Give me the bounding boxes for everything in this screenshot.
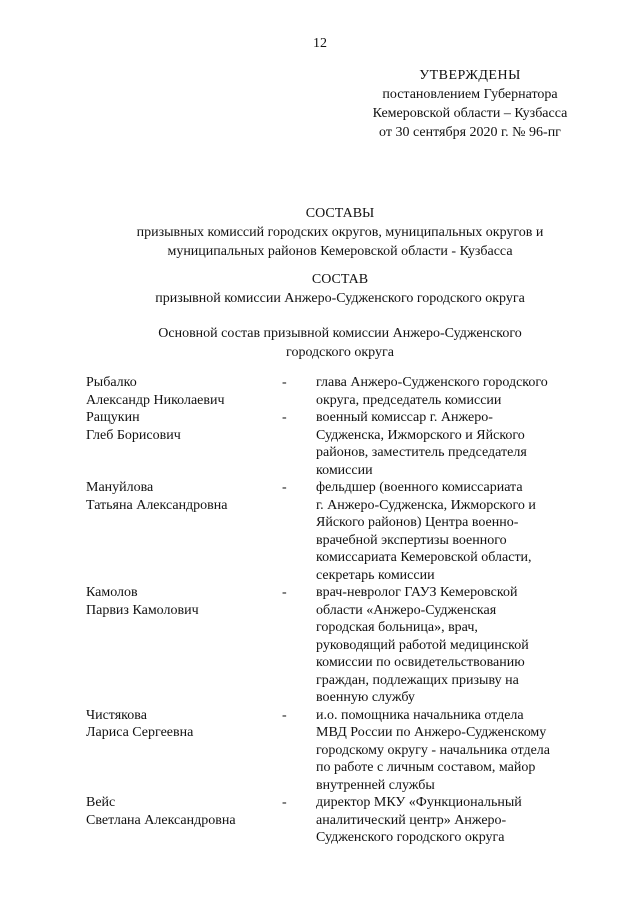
member-name xyxy=(86,479,282,584)
member-dash: - xyxy=(282,585,287,600)
member-name xyxy=(86,794,282,847)
member-name-line: Ращукин xyxy=(86,410,140,425)
member-name-line: Камолов xyxy=(86,585,138,600)
member-position xyxy=(316,584,586,707)
member-position-line: городская больница», врач, xyxy=(316,620,478,635)
member-name-line: Глеб Борисович xyxy=(86,427,181,443)
member-name xyxy=(86,707,282,795)
main-composition-block xyxy=(0,324,640,362)
approval-heading: УТВЕРЖДЕНЫ xyxy=(419,68,521,83)
member-position-line: военный комиссар г. Анжеро- xyxy=(316,410,493,425)
member-position xyxy=(316,794,586,847)
compositions-line: муниципальных районов Кемеровской области - Кузбасса xyxy=(167,244,513,259)
member-position xyxy=(316,409,586,479)
members-list xyxy=(86,374,606,847)
member-position-line: врач-невролог ГАУЗ Кемеровской xyxy=(316,585,518,600)
member-position xyxy=(316,374,586,409)
member-name-line: Чистякова xyxy=(86,707,147,723)
member-position-line: аналитический центр» Анжеро- xyxy=(316,812,507,828)
main-composition-line: Основной состав призывной комиссии Анжеро-Судженского xyxy=(158,326,522,341)
member-name-line: Рыбалко xyxy=(86,375,137,390)
member-name xyxy=(86,584,282,707)
main-composition-line: городского округа xyxy=(286,345,394,360)
approval-line: Кемеровской области – Кузбасса xyxy=(372,106,568,121)
member-dash: - xyxy=(282,410,287,425)
member-row xyxy=(86,374,606,409)
member-row xyxy=(86,409,606,479)
member-name-line: Татьяна Александровна xyxy=(86,497,228,513)
member-position-line: комиссии по освидетельствованию xyxy=(316,655,525,670)
composition-title: СОСТАВ xyxy=(311,272,369,287)
member-dash: - xyxy=(282,707,287,723)
member-dash: - xyxy=(282,795,287,810)
member-position-line: городскому округу - начальника отдела xyxy=(316,742,551,758)
member-position-line: военную службу xyxy=(316,690,415,705)
member-position-line: руководящий работой медицинской xyxy=(316,637,529,653)
member-position-line: врачебной экспертизы военного xyxy=(316,532,507,548)
member-row xyxy=(86,707,606,795)
member-name-line: Вейс xyxy=(86,795,116,810)
member-dash: - xyxy=(282,375,287,390)
member-position-line: внутренней службы xyxy=(316,777,435,793)
member-name xyxy=(86,409,282,479)
member-position-line: области «Анжеро-Судженская xyxy=(316,602,497,618)
member-name-line: Мануйлова xyxy=(86,480,154,495)
member-name-line: Светлана Александровна xyxy=(86,812,236,828)
member-position-line: фельдшер (военного комиссариата xyxy=(316,480,523,495)
compositions-line: призывных комиссий городских округов, муниципальных округов и xyxy=(136,225,544,240)
member-position-line: граждан, подлежащих призыву на xyxy=(316,672,519,688)
member-row xyxy=(86,584,606,707)
compositions-block xyxy=(0,204,640,261)
member-position-line: и.о. помощника начальника отдела xyxy=(316,707,524,723)
approval-line: от 30 сентября 2020 г. № 96-пг xyxy=(379,125,561,140)
member-row xyxy=(86,794,606,847)
member-position-line: Судженского городского округа xyxy=(316,830,505,845)
member-position-line: Яйского районов) Центра военно- xyxy=(316,515,519,530)
member-dash: - xyxy=(282,480,287,495)
composition-block xyxy=(0,270,640,308)
member-name-line: Александр Николаевич xyxy=(86,392,225,408)
member-name-line: Лариса Сергеевна xyxy=(86,725,194,740)
member-name-line: Парвиз Камолович xyxy=(86,602,199,618)
member-position xyxy=(316,707,586,795)
member-position-line: Судженска, Ижморского и Яйского xyxy=(316,427,525,443)
composition-line: призывной комиссии Анжеро-Судженского городского округа xyxy=(155,291,525,306)
member-position-line: комиссии xyxy=(316,462,373,478)
approval-block xyxy=(330,66,610,142)
member-position-line: округа, председатель комиссии xyxy=(316,392,502,408)
member-position-line: МВД России по Анжеро-Судженскому xyxy=(316,725,547,740)
member-position-line: секретарь комиссии xyxy=(316,567,435,583)
member-position-line: комиссариата Кемеровской области, xyxy=(316,550,532,565)
compositions-title: СОСТАВЫ xyxy=(305,206,375,221)
approval-line: постановлением Губернатора xyxy=(382,87,558,102)
member-position xyxy=(316,479,586,584)
member-position-line: директор МКУ «Функциональный xyxy=(316,795,522,810)
member-position-line: районов, заместитель председателя xyxy=(316,445,527,460)
member-name xyxy=(86,374,282,409)
member-row xyxy=(86,479,606,584)
member-position-line: глава Анжеро-Судженского городского xyxy=(316,375,548,390)
page-number: 12 xyxy=(313,36,327,51)
member-position-line: по работе с личным составом, майор xyxy=(316,760,536,775)
member-position-line: г. Анжеро-Судженска, Ижморского и xyxy=(316,497,536,513)
